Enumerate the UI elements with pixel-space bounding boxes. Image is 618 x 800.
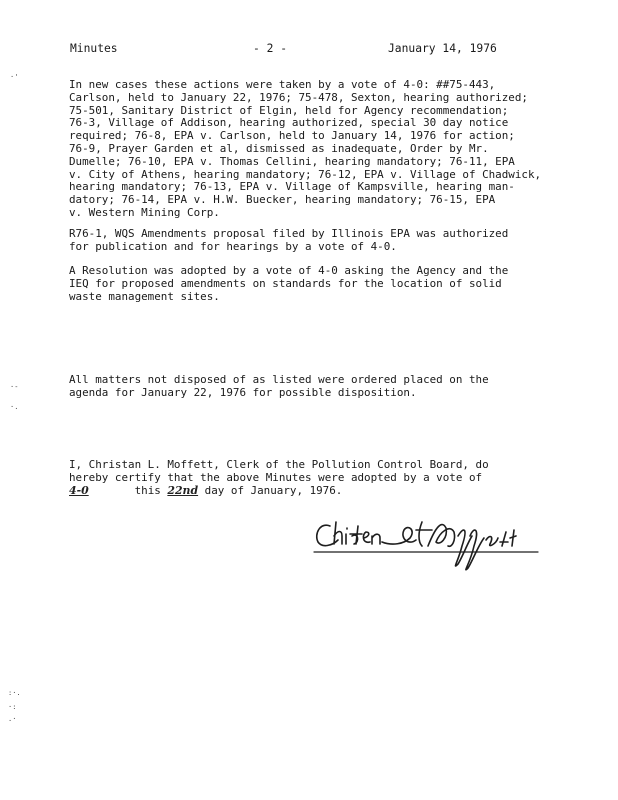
page-number: - 2 - [253, 42, 288, 55]
signature-scribble [312, 512, 542, 582]
scan-speck: :·. [8, 689, 21, 697]
text-line: In new cases these actions were taken by a vote of 4-0: ##75-443, [69, 78, 496, 91]
certification-paragraph [69, 459, 569, 497]
header-date: January 14, 1976 [388, 42, 497, 55]
r76-1-paragraph [69, 228, 569, 254]
text-line: A Resolution was adopted by a vote of 4-0 asking the Agency and the [69, 264, 509, 277]
text-line: waste management sites. [69, 289, 220, 303]
text-line: required; 76-8, EPA v. Carlson, held to January 14, 1976 for action; [69, 129, 515, 143]
text-line: for publication and for hearings by a vote of 4-0. [69, 239, 397, 253]
resolution-paragraph [69, 265, 569, 303]
text-line: datory; 76-14, EPA v. H.W. Buecker, hearing mandatory; 76-15, EPA [69, 193, 496, 207]
text-line: hereby certify that the above Minutes were adopted by a vote of [69, 470, 483, 484]
text-line: IEQ for proposed amendments on standards for the location of solid [69, 276, 502, 290]
scan-speck: ·' [10, 73, 19, 81]
new-cases-paragraph [69, 79, 569, 220]
text-line: All matters not disposed of as listed were ordered placed on the [69, 373, 489, 386]
text-line: R76-1, WQS Amendments proposal filed by Illinois EPA was authorized [69, 227, 509, 240]
clerk-signature [312, 512, 542, 582]
scan-speck: ·. [10, 403, 19, 411]
text-line: agenda for January 22, 1976 for possible disposition. [69, 385, 417, 399]
scan-speck: ·- [10, 383, 19, 391]
text-line: I, Christan L. Moffett, Clerk of the Pollution Control Board, do [69, 458, 489, 471]
text-line: 76-9, Prayer Garden et al, dismissed as inadequate, Order by Mr. [69, 141, 489, 155]
day-number-handwritten: 22nd [167, 483, 199, 497]
vote-count-handwritten: 4-0 [69, 483, 89, 497]
text-line: Dumelle; 76-10, EPA v. Thomas Cellini, hearing mandatory; 76-11, EPA [69, 154, 515, 168]
text-line: 76-3, Village of Addison, hearing authorized, special 30 day notice [69, 116, 509, 130]
page-header [70, 42, 540, 58]
this-word: this [134, 483, 161, 497]
date-tail: day of January, 1976. [204, 483, 343, 497]
certification-fill-line [69, 485, 569, 498]
scan-speck: .· [8, 715, 17, 723]
scan-speck: ·: [8, 703, 17, 711]
text-line: hearing mandatory; 76-13, EPA v. Village of Kampsville, hearing man- [69, 180, 515, 194]
pending-matters-paragraph [69, 374, 569, 400]
text-line: v. City of Athens, hearing mandatory; 76-12, EPA v. Village of Chadwick, [69, 167, 542, 181]
header-title: Minutes [70, 42, 118, 55]
text-line: v. Western Mining Corp. [69, 205, 220, 219]
text-line: 75-501, Sanitary District of Elgin, held for Agency recommendation; [69, 103, 509, 117]
text-line: Carlson, held to January 22, 1976; 75-478, Sexton, hearing authorized; [69, 90, 528, 104]
